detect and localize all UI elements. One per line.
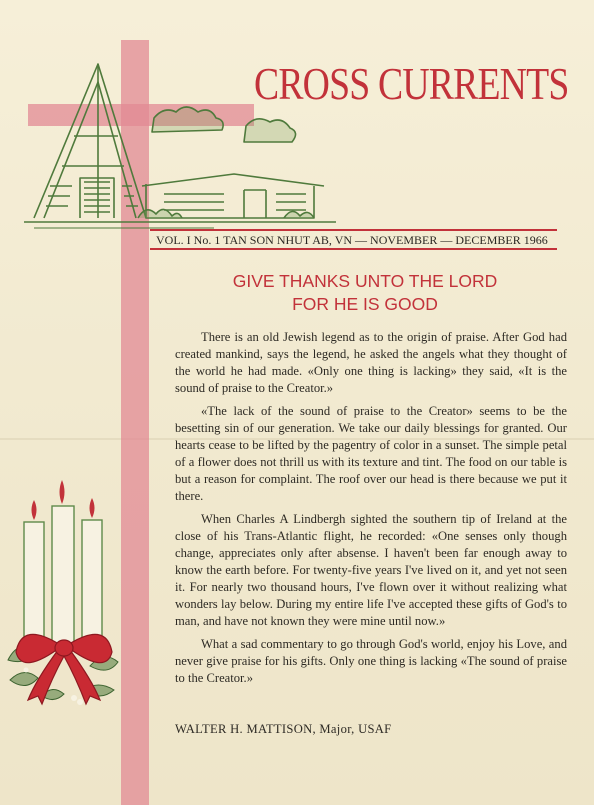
author-signature: WALTER H. MATTISON, Major, USAF — [175, 722, 392, 736]
headline-line-2: FOR HE IS GOOD — [292, 294, 438, 314]
masthead-rule-top — [150, 229, 557, 231]
christmas-candles-bow-illustration — [4, 470, 122, 710]
newsletter-title: CROSS CURRENTS — [254, 58, 569, 109]
article-body — [175, 329, 567, 693]
article-headline — [150, 270, 580, 316]
issue-dateline: VOL. I No. 1 TAN SON NHUT AB, VN — NOVEMBER — DECEMBER 1966 — [156, 233, 548, 247]
article-paragraph: «The lack of the sound of praise to the Creator» seems to be the besetting sin of our generation. We take our daily blessings for granted. Our hearts cease to be lifted by the pagentry of color in a sunset. The simple petal of a flower does not thrill us with its texture and tint. The food on our table is but a reason for complaint. The roof over our head is there because we put it there. — [175, 404, 567, 503]
article-paragraph: When Charles A Lindbergh sighted the southern tip of Ireland at the close of his Trans-Atlantic flight, he recorded: «One senses only though change, appreciates only after absense. I haven't been far enough away to know the earth before. For twenty-five years I've lived on it, and yet not seen it. For nearly two thousand hours, I've flown over it without realizing what wonders lay below. During my entire life I've accepted these gifts of God's to man, and have not known they were mine until now.» — [175, 512, 567, 628]
headline-line-1: GIVE THANKS UNTO THE LORD — [232, 271, 498, 291]
article-paragraph: There is an old Jewish legend as to the origin of praise. After God had created mankind, says the legend, he asked the angels what they thought of the world he had made. «Only one thing is lacking» they said, «It is the sound of praise to the Creator.» — [175, 330, 567, 395]
masthead-rule-bottom — [150, 248, 557, 250]
article-paragraph: What a sad commentary to go through God's world, enjoy his Love, and never give praise for his gifts. Only one thing is lacking «The sound of praise to the Creator.» — [175, 637, 567, 685]
